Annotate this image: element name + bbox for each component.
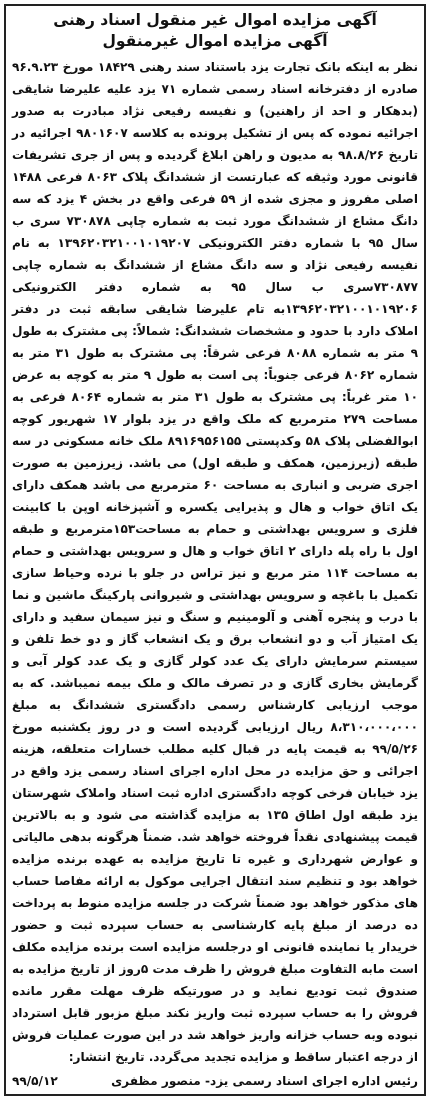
publish-date: ۹۹/۵/۱۲ (12, 1074, 58, 1088)
notice-body: نظر به اینکه بانک تجارت یزد باستناد سند رهنی ۱۸۴۲۹ مورخ ۹۶.۹.۲۳ صادره از دفترخانه اسناد رسمی شماره ۷۱ یزد علیه علیرضا شایقی (بدهکار و احد از راهنین) و نفیسه رفیعی نژاد مبادرت به صدور اجرائیه نموده که پس از تشکیل پرونده به کلاسه ۹۸۰۱۶۰۷ اجرائیه در تاریخ ۹۸.۸/۲۶ به مدیون و راهن ابلاغ گردیده و پس از جری تشریفات قانونی مورد وثیقه که عبارتست از ششدانگ پلاک ۸۰۶۳ فرعی ۱۴۸۸ اصلی مفروز و مجزی شده از ۵۹ فرعی واقع در بخش ۴ یزد که سه دانگ مشاع از ششدانگ مورد ثبت به شماره چاپی ۷۳۰۸۷۸ سری ب سال ۹۵ با شماره دفتر الکترونیکی ۱۳۹۶۲۰۳۲۱۰۰۱۰۱۹۲۰۷ به نام نفیسه رفیعی نژاد و سه دانگ مشاع از ششدانگ به شماره چاپی ۷۳۰۸۷۷سری ب سال ۹۵ به شماره دفتر الکترونیکی ۱۳۹۶۲۰۳۲۱۰۰۱۰۱۹۲۰۶به تام علیرضا شایقی سابقه ثبت در دفتر املاک دارد با حدود و مشخصات ششدانگ: شمالاً: پی مشترک به طول ۹ متر به شماره ۸۰۸۸ فرعی شرقاً: پی مشترک به طول ۳۱ متر به شماره ۸۰۶۲ فرعی جنوباً: پی است به طول ۹ متر به کوچه به عرض ۱۰ متر غرباً: پی مشترک به طول ۳۱ متر به شماره ۸۰۶۴ فرعی به مساحت ۲۷۹ مترمربع که ملک واقع در یزد بلوار ۱۷ شهریور کوچه ابوالفضلی پلاک ۵۸ وکدپستی ۸۹۱۶۹۵۶۱۵۵ ملک خانه مسکونی در سه طبقه (زیرزمین، همکف و طبقه اول) می باشد. زیرزمین به صورت اجری ضربی و انباری به مساحت ۶۰ مترمربع می باشد همکف دارای یک اتاق خواب و هال و پذیرایی یکسره و آشپزخانه اوپن با کابینت فلزی و سرویس بهداشتی و حمام به مساحت۱۵۳مترمربع و طبقه اول با راه پله دارای ۲ اتاق خواب و هال و سرویس بهداشتی و حمام به مساحت ۱۱۴ متر مربع و نیز تراس در جلو با نرده وحیاط سازی تکمیل با باغچه و سرویس بهداشتی و شیروانی پارکینگ ماشین و نما با درب و پنجره آهنی و آلومینیم و سنگ و نیز سیمان سفید و دارای یک امتیاز آب و دو انشعاب برق و یک انشعاب گاز و دو خط تلفن و سیستم سرمایش دارای یک عدد کولر گازی و یک عدد کولر آبی و گرمایش بخاری گازی و در تصرف مالک و ملک بیمه نمیباشد. که به موجب ارزیابی کارشناس رسمی دادگستری ششدانگ به مبلغ ۸،۳۱۰،۰۰۰،۰۰۰ ریال ارزیابی گردیده است و در روز یکشنبه مورخ ۹۹/۵/۲۶ به قیمت پایه در قبال کلیه مطلب خسارات متعلقه، هزینه اجرائی و حق مزایده در محل اداره اجرای اسناد رسمی یزد واقع در یزد خیابان فرخی کوچه دادگستری اداره ثبت اسناد واملاک شهرستان یزد طبقه اول اطاق ۱۳۵ به مزایده گذاشته می شود و به بالاترین قیمت پیشنهادی نقداً فروخته خواهد شد. ضمناً هرگونه بدهی مالیاتی و عوارض شهرداری و غیره تا تاریخ مزایده به عهده برنده مزایده خواهد بود و تنظیم سند انتقال اجرایی موکول به ارائه مفاصا حساب های مذکور خواهد بود ضمناً شرکت در جلسه مزایده منوط به پرداخت ده درصد از مبلغ پایه کارشناسی به حساب سپرده ثبت و حضور خریدار یا نماینده قانونی او درجلسه مزایده است برنده مزایده مکلف است مابه التفاوت مبلغ فروش را ظرف مدت ۵روز از تاریخ مزایده به صندوق ثبت تودیع نماید و در صورتیکه ظرف مهلت مقرر مانده فروش را به حساب سپرده ثبت واریز نکند مبلغ مزبور قابل استرداد نبوده وبه حساب خزانه واریز خواهد شد در این صورت عملیات فروش از درجه اعتبار ساقط و مزایده تجدید می‌گردد. تاریخ انتشار: (12, 60, 419, 1064)
notice-title-1: آگهی مزایده اموال غیر منقول اسناد رهنی (53, 11, 377, 29)
notice-title-2: آگهی مزایده اموال غیرمنقول (102, 32, 328, 50)
notice-signature: رئیس اداره اجرای اسناد رسمی یزد- منصور مظفری (111, 1074, 418, 1088)
notice-frame (4, 4, 426, 1096)
notice-footer (12, 1070, 418, 1092)
